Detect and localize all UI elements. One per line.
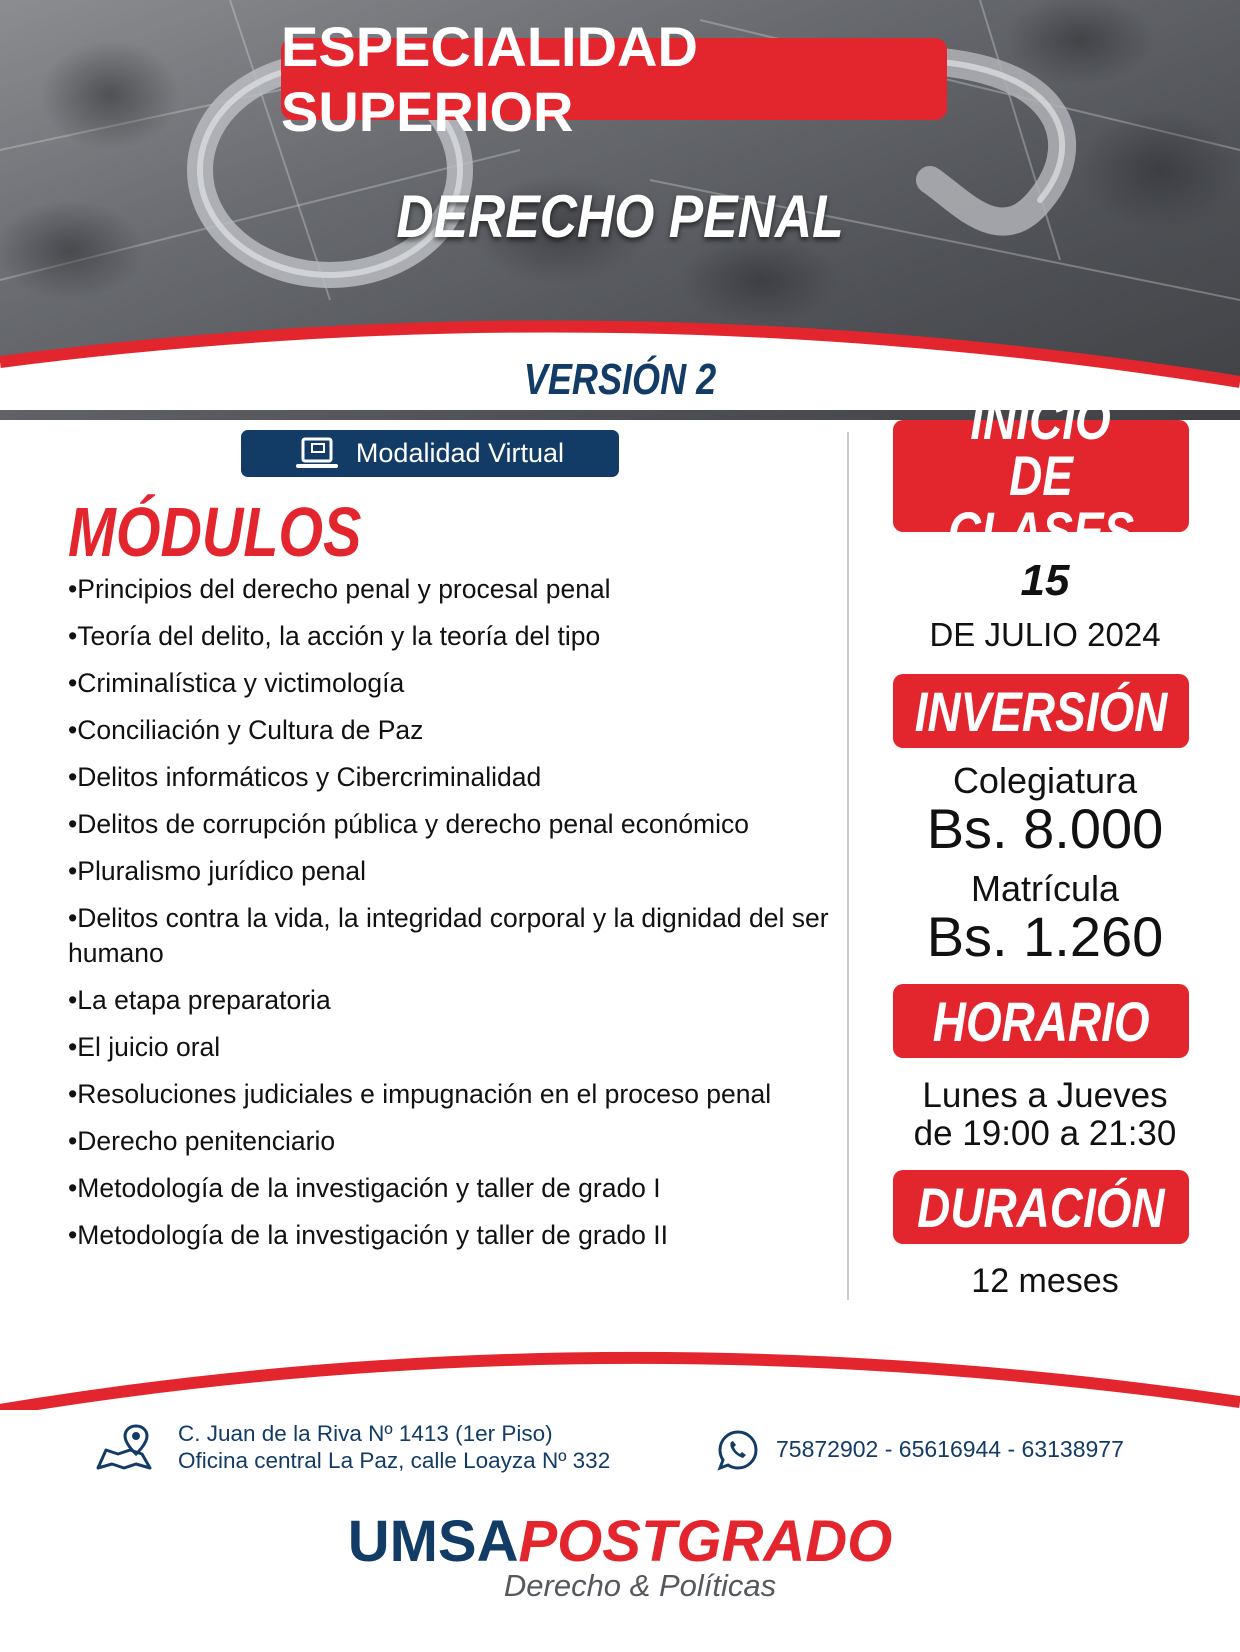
module-item: • Metodología de la investigación y taller de grado II [68,1218,848,1253]
program-type-banner: ESPECIALIDAD SUPERIOR [281,38,947,120]
address-line2: Oficina central La Paz, calle Loayza Nº 332 [178,1448,611,1473]
logo-tagline: Derecho & Políticas [503,1568,777,1603]
map-location-icon [94,1422,154,1474]
program-name: DERECHO PENAL [396,183,844,250]
logo-brand-left: UMSA [347,1509,519,1574]
schedule-label: HORARIO [932,989,1150,1053]
duration-badge [893,1170,1189,1244]
module-item: • Delitos informáticos y Cibercriminalidad [68,760,848,795]
duration-value: 12 meses [971,1262,1119,1300]
start-month-year: DE JULIO 2024 [929,616,1161,653]
laptop-icon [296,436,338,472]
start-day: 15 [1020,556,1070,605]
umsa-postgrado-logo [0,1509,1240,1604]
module-item: • Derecho penitenciario [68,1124,848,1159]
red-swoosh-bottom [0,1330,1240,1410]
module-item: • Delitos de corrupción pública y derecho penal económico [68,807,848,842]
start-label-line1: INICIO [970,388,1112,451]
whatsapp-icon [716,1428,760,1472]
module-item: • Metodología de la investigación y taller de grado I [68,1171,848,1206]
module-item: • Conciliación y Cultura de Paz [68,713,848,748]
logo-brand-right: POSTGRADO [518,1509,893,1574]
address-line1: C. Juan de la Riva Nº 1413 (1er Piso) [178,1421,553,1446]
modality-badge [241,430,619,477]
schedule-hours: de 19:00 a 21:30 [913,1114,1177,1153]
start-label-line2: DE CLASES [947,444,1135,563]
modules-list [68,572,848,1265]
duration-label: DURACIÓN [917,1175,1165,1239]
module-item: • La etapa preparatoria [68,983,848,1018]
modules-title: MÓDULOS [68,493,362,571]
module-item: • El juicio oral [68,1030,848,1065]
version-label: VERSIÓN 2 [523,355,717,404]
tuition-label: Colegiatura [952,760,1138,801]
schedule-badge [893,984,1189,1058]
investment-badge [893,674,1189,748]
module-item: • Resoluciones judiciales e impugnación en el proceso penal [68,1077,848,1112]
enrollment-value: Bs. 1.260 [926,905,1164,968]
tuition-value: Bs. 8.000 [926,797,1164,860]
modality-text: Modalidad Virtual [355,438,565,468]
phone-numbers: 75872902 - 65616944 - 63138977 [776,1436,1124,1462]
module-item: • Pluralismo jurídico penal [68,854,848,889]
module-item: • Criminalística y victimología [68,666,848,701]
address-block [178,1420,610,1474]
column-divider [847,432,849,1300]
investment-label: INVERSIÓN [914,679,1168,743]
module-item: • Principios del derecho penal y procesal penal [68,572,848,607]
schedule-days: Lunes a Jueves [922,1076,1168,1115]
enrollment-label: Matrícula [970,868,1120,909]
start-date-badge [893,388,1189,563]
module-item: • Teoría del delito, la acción y la teoría del tipo [68,619,848,654]
module-item: • Delitos contra la vida, la integridad corporal y la dignidad del ser humano [68,901,848,971]
